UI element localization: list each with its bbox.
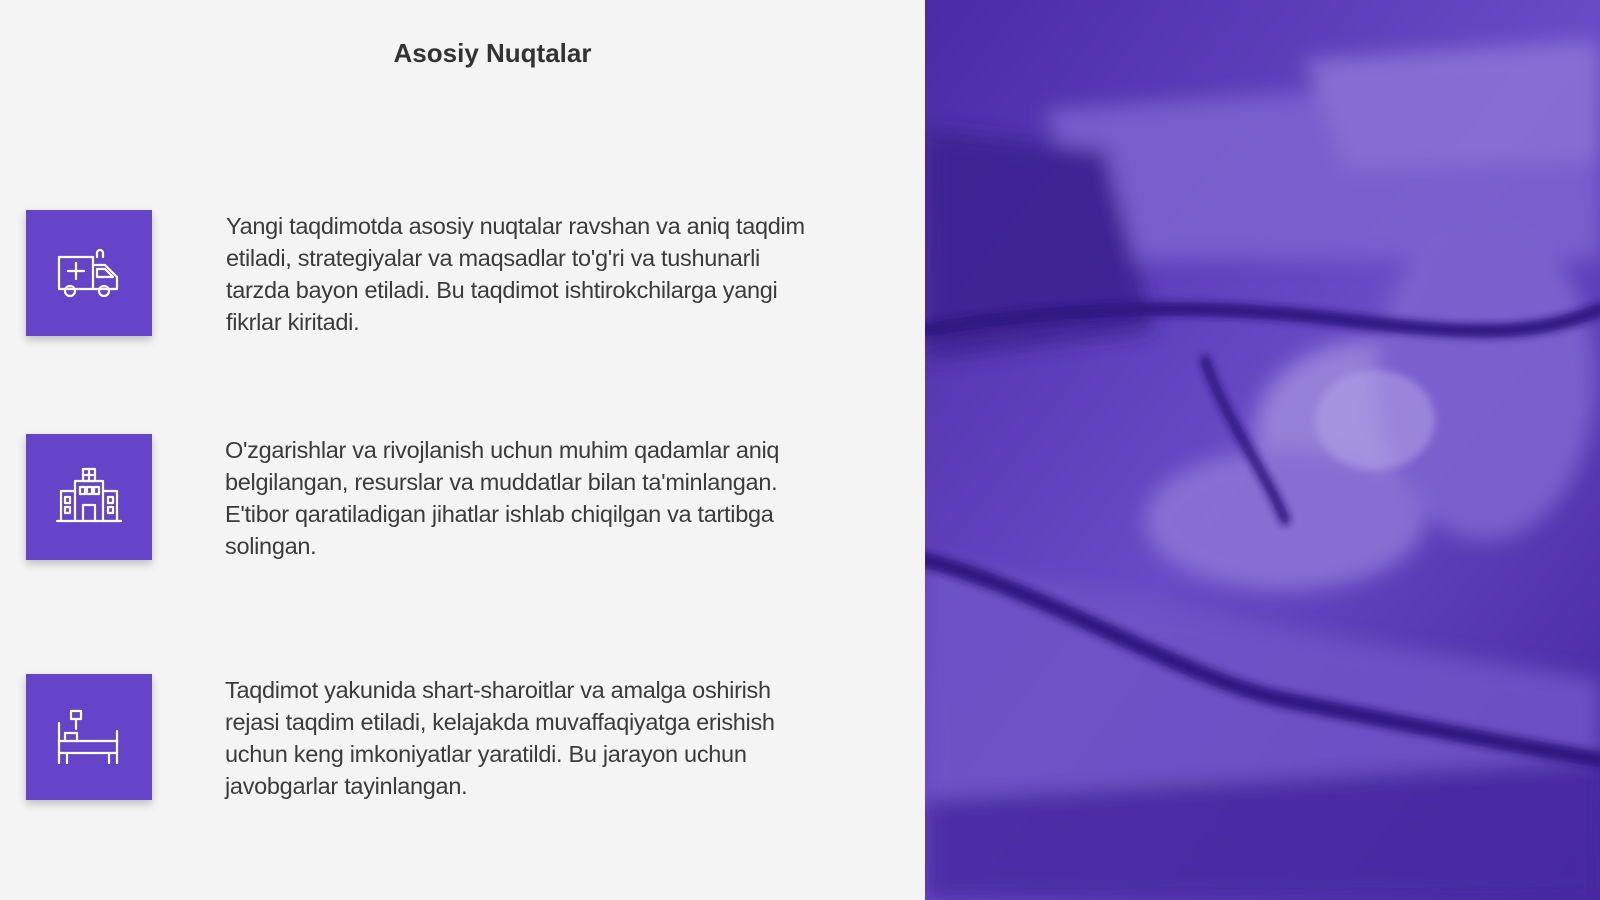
- key-point-3-text: Taqdimot yakunida shart-sharoitlar va amalga oshirish rejasi taqdim etiladi, kelajakda muvaffaqiyatga erishish uchun keng imkoniyatlar yaratildi. Bu jarayon uchun javobgarlar tayinlangan.: [225, 677, 775, 799]
- ambulance-icon: [26, 210, 152, 336]
- hospital-bed-icon: [26, 674, 152, 800]
- key-point-2-text: O'zgarishlar va rivojlanish uchun muhim qadamlar aniq belgilangan, resurslar va muddatlar bilan ta'minlangan. E'tibor qaratiladigan jihatlar ishlab chiqilgan va tartibga solingan.: [225, 437, 780, 559]
- stethoscope-photo: [925, 0, 1600, 900]
- key-point-1-text: Yangi taqdimotda asosiy nuqtalar ravshan va aniq taqdim etiladi, strategiyalar va maqsadlar to'g'ri va tushunarli tarzda bayon etiladi. Bu taqdimot ishtirokchilarga yangi fikrlar kiritadi.: [226, 213, 805, 335]
- hospital-building-icon: [26, 434, 152, 560]
- slide-title: Asosiy Nuqtalar: [393, 38, 592, 68]
